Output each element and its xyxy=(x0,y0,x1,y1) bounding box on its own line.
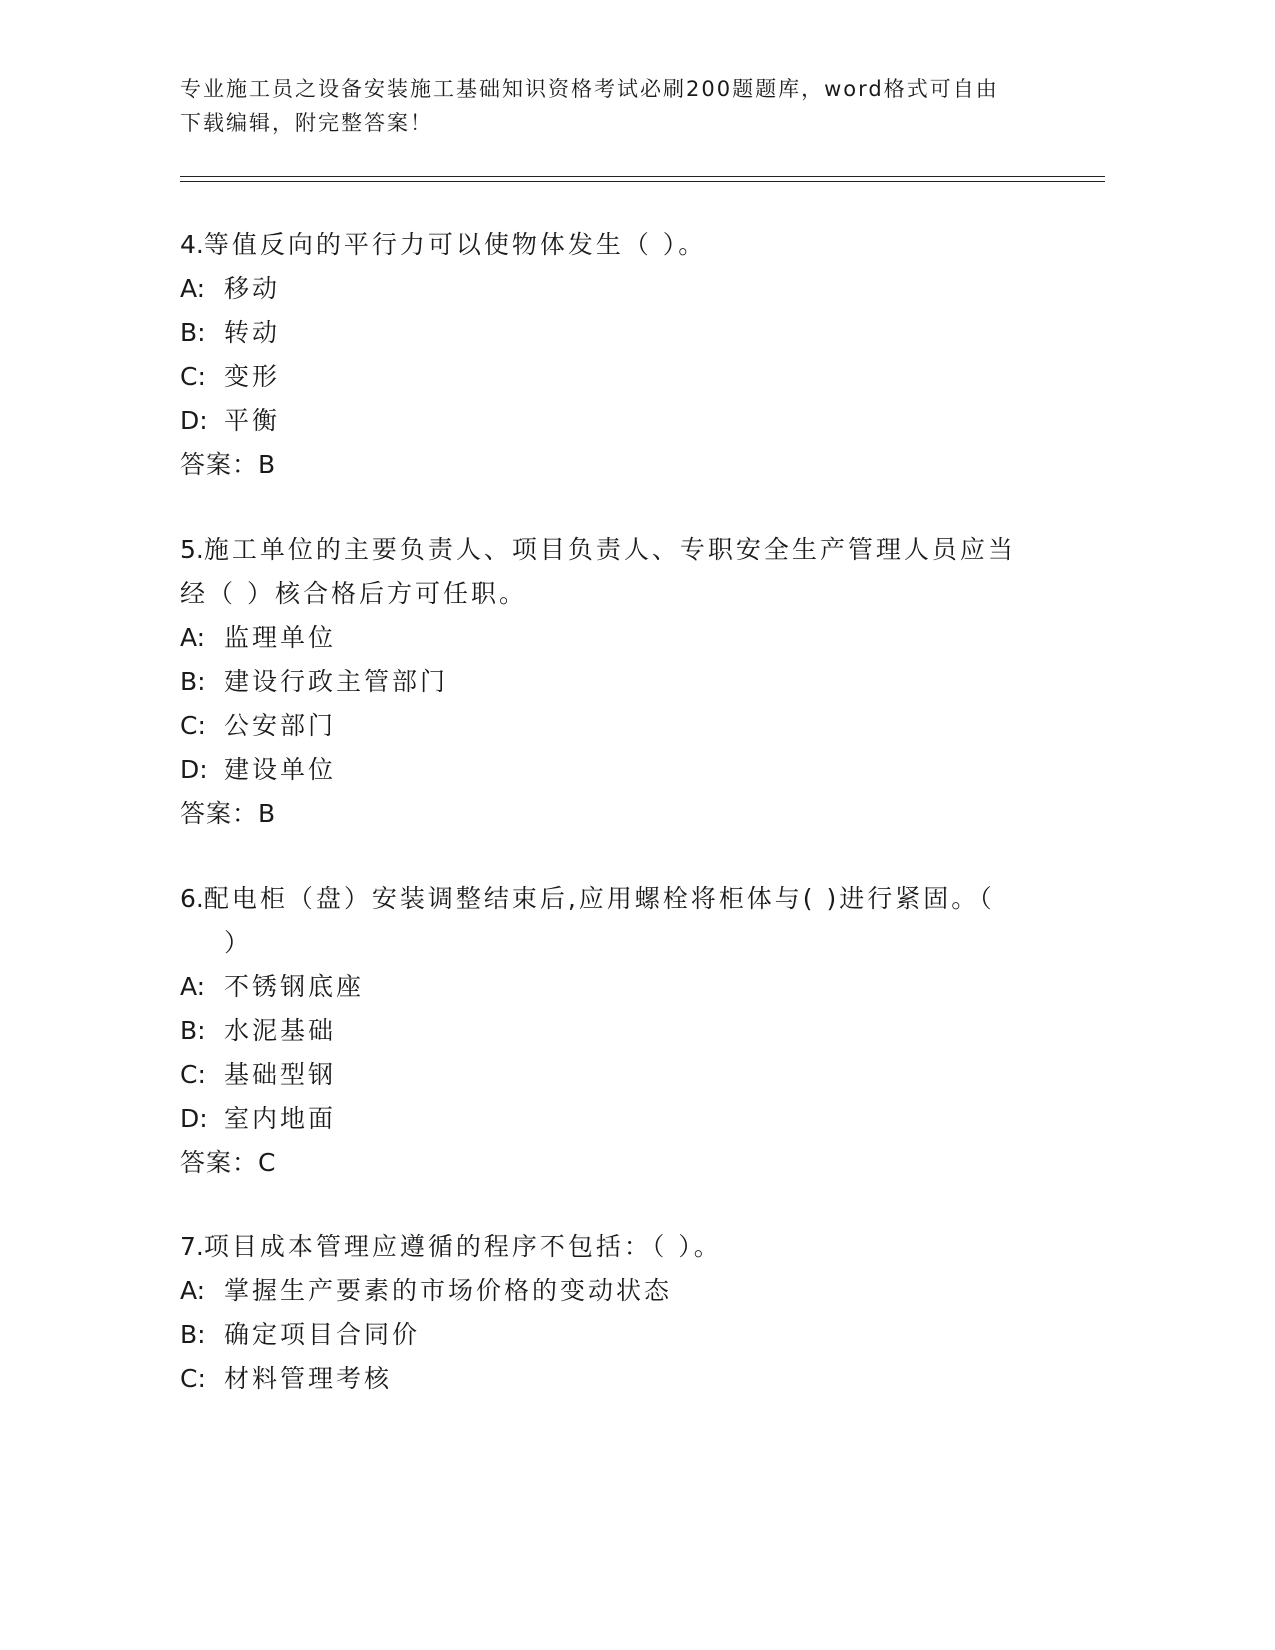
question-stem: 项目成本管理应遵循的程序不包括：（ ）。 xyxy=(203,1232,722,1261)
option-d xyxy=(180,1097,1080,1141)
question-7 xyxy=(180,1225,1080,1401)
question-5 xyxy=(180,528,1080,836)
question-text-continued: 经（ ）核合格后方可任职。 xyxy=(180,579,527,608)
option-letter: C: xyxy=(180,1060,206,1089)
option-letter: A: xyxy=(180,623,206,652)
option-letter: C: xyxy=(180,1364,206,1393)
answer-line: 答案：B xyxy=(180,799,277,828)
option-text: 确定项目合同价 xyxy=(224,1320,421,1349)
question-number: 7. xyxy=(180,1232,204,1261)
option-text: 监理单位 xyxy=(224,623,337,652)
question-6 xyxy=(180,877,1080,1185)
option-text: 材料管理考核 xyxy=(224,1364,393,1393)
question-number: 5. xyxy=(180,535,204,564)
question-stem: 配电柜（盘）安装调整结束后,应用螺栓将柜体与( )进行紧固。（ xyxy=(203,884,995,913)
question-text xyxy=(180,528,1080,572)
option-a xyxy=(180,965,1080,1009)
question-text xyxy=(180,1225,1080,1269)
option-d xyxy=(180,399,1080,443)
option-c xyxy=(180,1357,1080,1401)
header-line-2: 下载编辑，附完整答案！ xyxy=(180,111,433,135)
option-text: 变形 xyxy=(224,362,281,391)
option-b xyxy=(180,660,1080,704)
option-text: 室内地面 xyxy=(224,1104,337,1133)
option-letter: A: xyxy=(180,972,206,1001)
option-b xyxy=(180,1313,1080,1357)
answer-line: 答案：B xyxy=(180,450,277,479)
question-text xyxy=(180,877,1080,921)
question-stem: 施工单位的主要负责人、项目负责人、专职安全生产管理人员应当 xyxy=(203,535,1016,564)
option-a xyxy=(180,1269,1080,1313)
option-letter: A: xyxy=(180,274,206,303)
option-text: 公安部门 xyxy=(224,711,337,740)
option-text: 基础型钢 xyxy=(224,1060,337,1089)
question-text xyxy=(180,223,1080,267)
question-stem: 等值反向的平行力可以使物体发生（ ）。 xyxy=(203,230,707,259)
question-number: 6. xyxy=(180,884,204,913)
option-a xyxy=(180,267,1080,311)
option-letter: C: xyxy=(180,711,206,740)
option-letter: D: xyxy=(180,1104,208,1133)
option-c xyxy=(180,355,1080,399)
option-b xyxy=(180,311,1080,355)
option-text: 平衡 xyxy=(224,406,281,435)
question-4 xyxy=(180,223,1080,487)
document-header xyxy=(180,72,1040,140)
option-b xyxy=(180,1009,1080,1053)
option-d xyxy=(180,748,1080,792)
option-text: 建设行政主管部门 xyxy=(224,667,449,696)
option-text: 转动 xyxy=(224,318,281,347)
header-divider xyxy=(180,176,1105,182)
answer-line: 答案：C xyxy=(180,1148,277,1177)
option-letter: D: xyxy=(180,755,208,784)
question-text-continued: ） xyxy=(224,928,253,957)
option-text: 移动 xyxy=(224,274,281,303)
question-number: 4. xyxy=(180,230,204,259)
header-line-1: 专业施工员之设备安装施工基础知识资格考试必刷200题题库，word格式可自由 xyxy=(180,77,999,101)
option-text: 建设单位 xyxy=(224,755,337,784)
option-letter: B: xyxy=(180,667,206,696)
option-letter: C: xyxy=(180,362,206,391)
option-a xyxy=(180,616,1080,660)
option-text: 水泥基础 xyxy=(224,1016,337,1045)
option-letter: B: xyxy=(180,1016,206,1045)
option-c xyxy=(180,1053,1080,1097)
option-text: 掌握生产要素的市场价格的变动状态 xyxy=(224,1276,673,1305)
option-c xyxy=(180,704,1080,748)
option-letter: B: xyxy=(180,318,206,347)
option-text: 不锈钢底座 xyxy=(224,972,365,1001)
option-letter: A: xyxy=(180,1276,206,1305)
option-letter: D: xyxy=(180,406,208,435)
option-letter: B: xyxy=(180,1320,206,1349)
